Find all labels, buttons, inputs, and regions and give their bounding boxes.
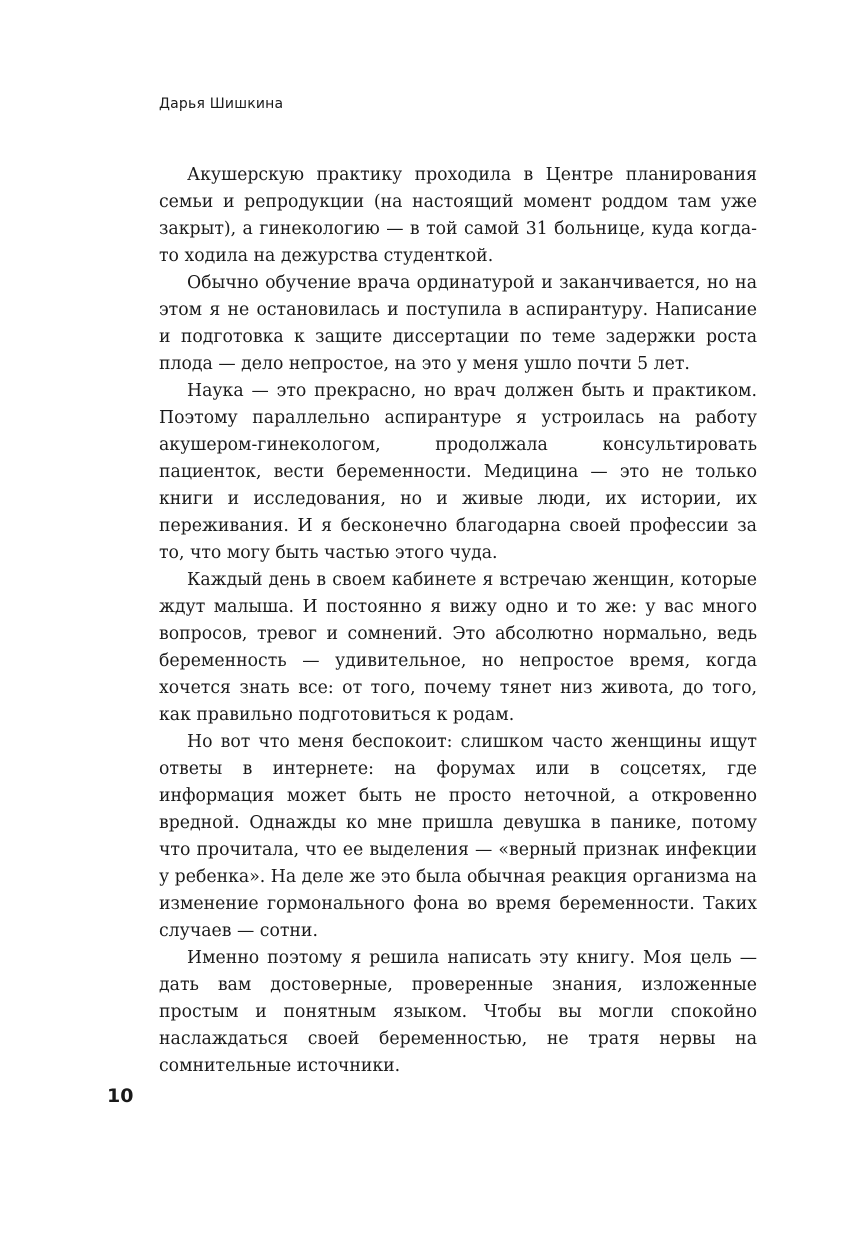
paragraph: Именно поэтому я решила написать эту книгу. Моя цель — дать вам достоверные, проверенные знания, изложенные простым и понятным языком. Чтобы вы могли спокойно наслаждаться своей беременностью, не тратя нервы на сомнительные источники. <box>159 948 757 1076</box>
paragraph: Но вот что меня беспокоит: слишком часто женщины ищут ответы в интернете: на форумах или в соцсетях, где информация может быть не просто неточной, а откровенно вредной. Однажды ко мне пришла девушка в панике, потому что прочитала, что ее выделения — «верный признак инфекции у ребенка». На деле же это была обычная реакция организма на изменение гормонального фона во время беременности. Таких случаев — сотни. <box>159 732 757 941</box>
body-text <box>159 162 757 1080</box>
paragraph: Акушерскую практику проходила в Центре планирования семьи и репродукции (на настоящий момент роддом там уже закрыт), а гинекологию — в той самой 31 больнице, куда когда-то ходила на дежурства студенткой. <box>159 165 757 266</box>
paragraph: Обычно обучение врача ординатурой и заканчивается, но на этом я не остановилась и поступила в аспирантуру. Написание и подготовка к защите диссертации по теме задержки роста плода — дело непростое, на это у меня ушло почти 5 лет. <box>159 273 757 374</box>
running-head-author: Дарья Шишкина <box>159 96 284 112</box>
page-number: 10 <box>107 1085 134 1107</box>
paragraph: Наука — это прекрасно, но врач должен быть и практиком. Поэтому параллельно аспирантуре я устроилась на работу акушером-гинекологом, продолжала консультировать пациенток, вести беременности. Медицина — это не только книги и исследования, но и живые люди, их истории, их переживания. И я бесконечно благодарна своей профессии за то, что могу быть частью этого чуда. <box>159 381 757 563</box>
paragraph: Каждый день в своем кабинете я встречаю женщин, которые ждут малыша. И постоянно я вижу одно и то же: у вас много вопросов, тревог и сомнений. Это абсолютно нормально, ведь беременность — удивительное, но непростое время, когда хочется знать все: от того, почему тянет низ живота, до того, как правильно подготовиться к родам. <box>159 570 757 725</box>
